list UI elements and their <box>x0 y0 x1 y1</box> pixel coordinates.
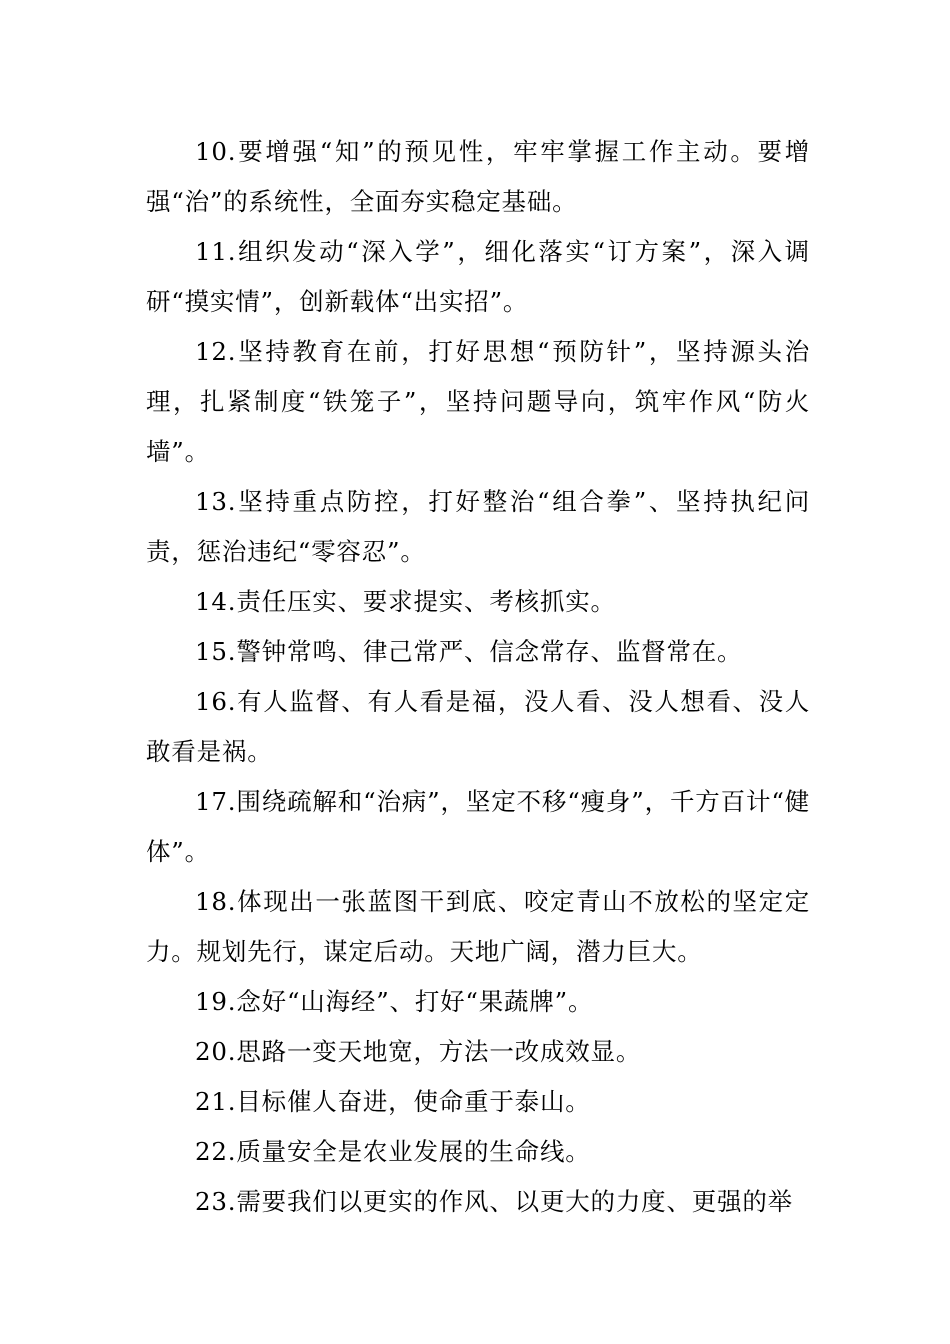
document-body <box>146 127 810 1227</box>
paragraph-21: 21.目标催人奋进，使命重于泰山。 <box>195 1087 591 1116</box>
paragraph-16: 16.有人监督、有人看是福，没人看、没人想看、没人敢看是祸。 <box>146 687 810 766</box>
paragraph-17: 17.围绕疏解和“治病”，坚定不移“瘦身”，千方百计“健体”。 <box>146 787 810 866</box>
paragraph-18: 18.体现出一张蓝图干到底、咬定青山不放松的坚定定力。规划先行，谋定后动。天地广阔，潜力巨大。 <box>146 887 810 966</box>
paragraph-11: 11.组织发动“深入学”，细化落实“订方案”，深入调研“摸实情”，创新载体“出实招”。 <box>146 237 810 316</box>
paragraph-14: 14.责任压实、要求提实、考核抓实。 <box>195 587 616 616</box>
paragraph-12: 12.坚持教育在前，打好思想“预防针”，坚持源头治理，扎紧制度“铁笼子”，坚持问题导向，筑牢作风“防火墙”。 <box>146 337 810 466</box>
paragraph-13: 13.坚持重点防控，打好整治“组合拳”、坚持执纪问责，惩治违纪“零容忍”。 <box>146 487 810 566</box>
paragraph-15: 15.警钟常鸣、律己常严、信念常存、监督常在。 <box>195 637 743 666</box>
paragraph-19: 19.念好“山海经”、打好“果蔬牌”。 <box>195 987 594 1016</box>
paragraph-22: 22.质量安全是农业发展的生命线。 <box>195 1137 591 1166</box>
paragraph-10: 10.要增强“知”的预见性，牢牢掌握工作主动。要增强“治”的系统性，全面夯实稳定基础。 <box>146 137 810 216</box>
paragraph-23: 23.需要我们以更实的作风、以更大的力度、更强的举 <box>195 1187 793 1216</box>
paragraph-20: 20.思路一变天地宽，方法一改成效显。 <box>195 1037 642 1066</box>
